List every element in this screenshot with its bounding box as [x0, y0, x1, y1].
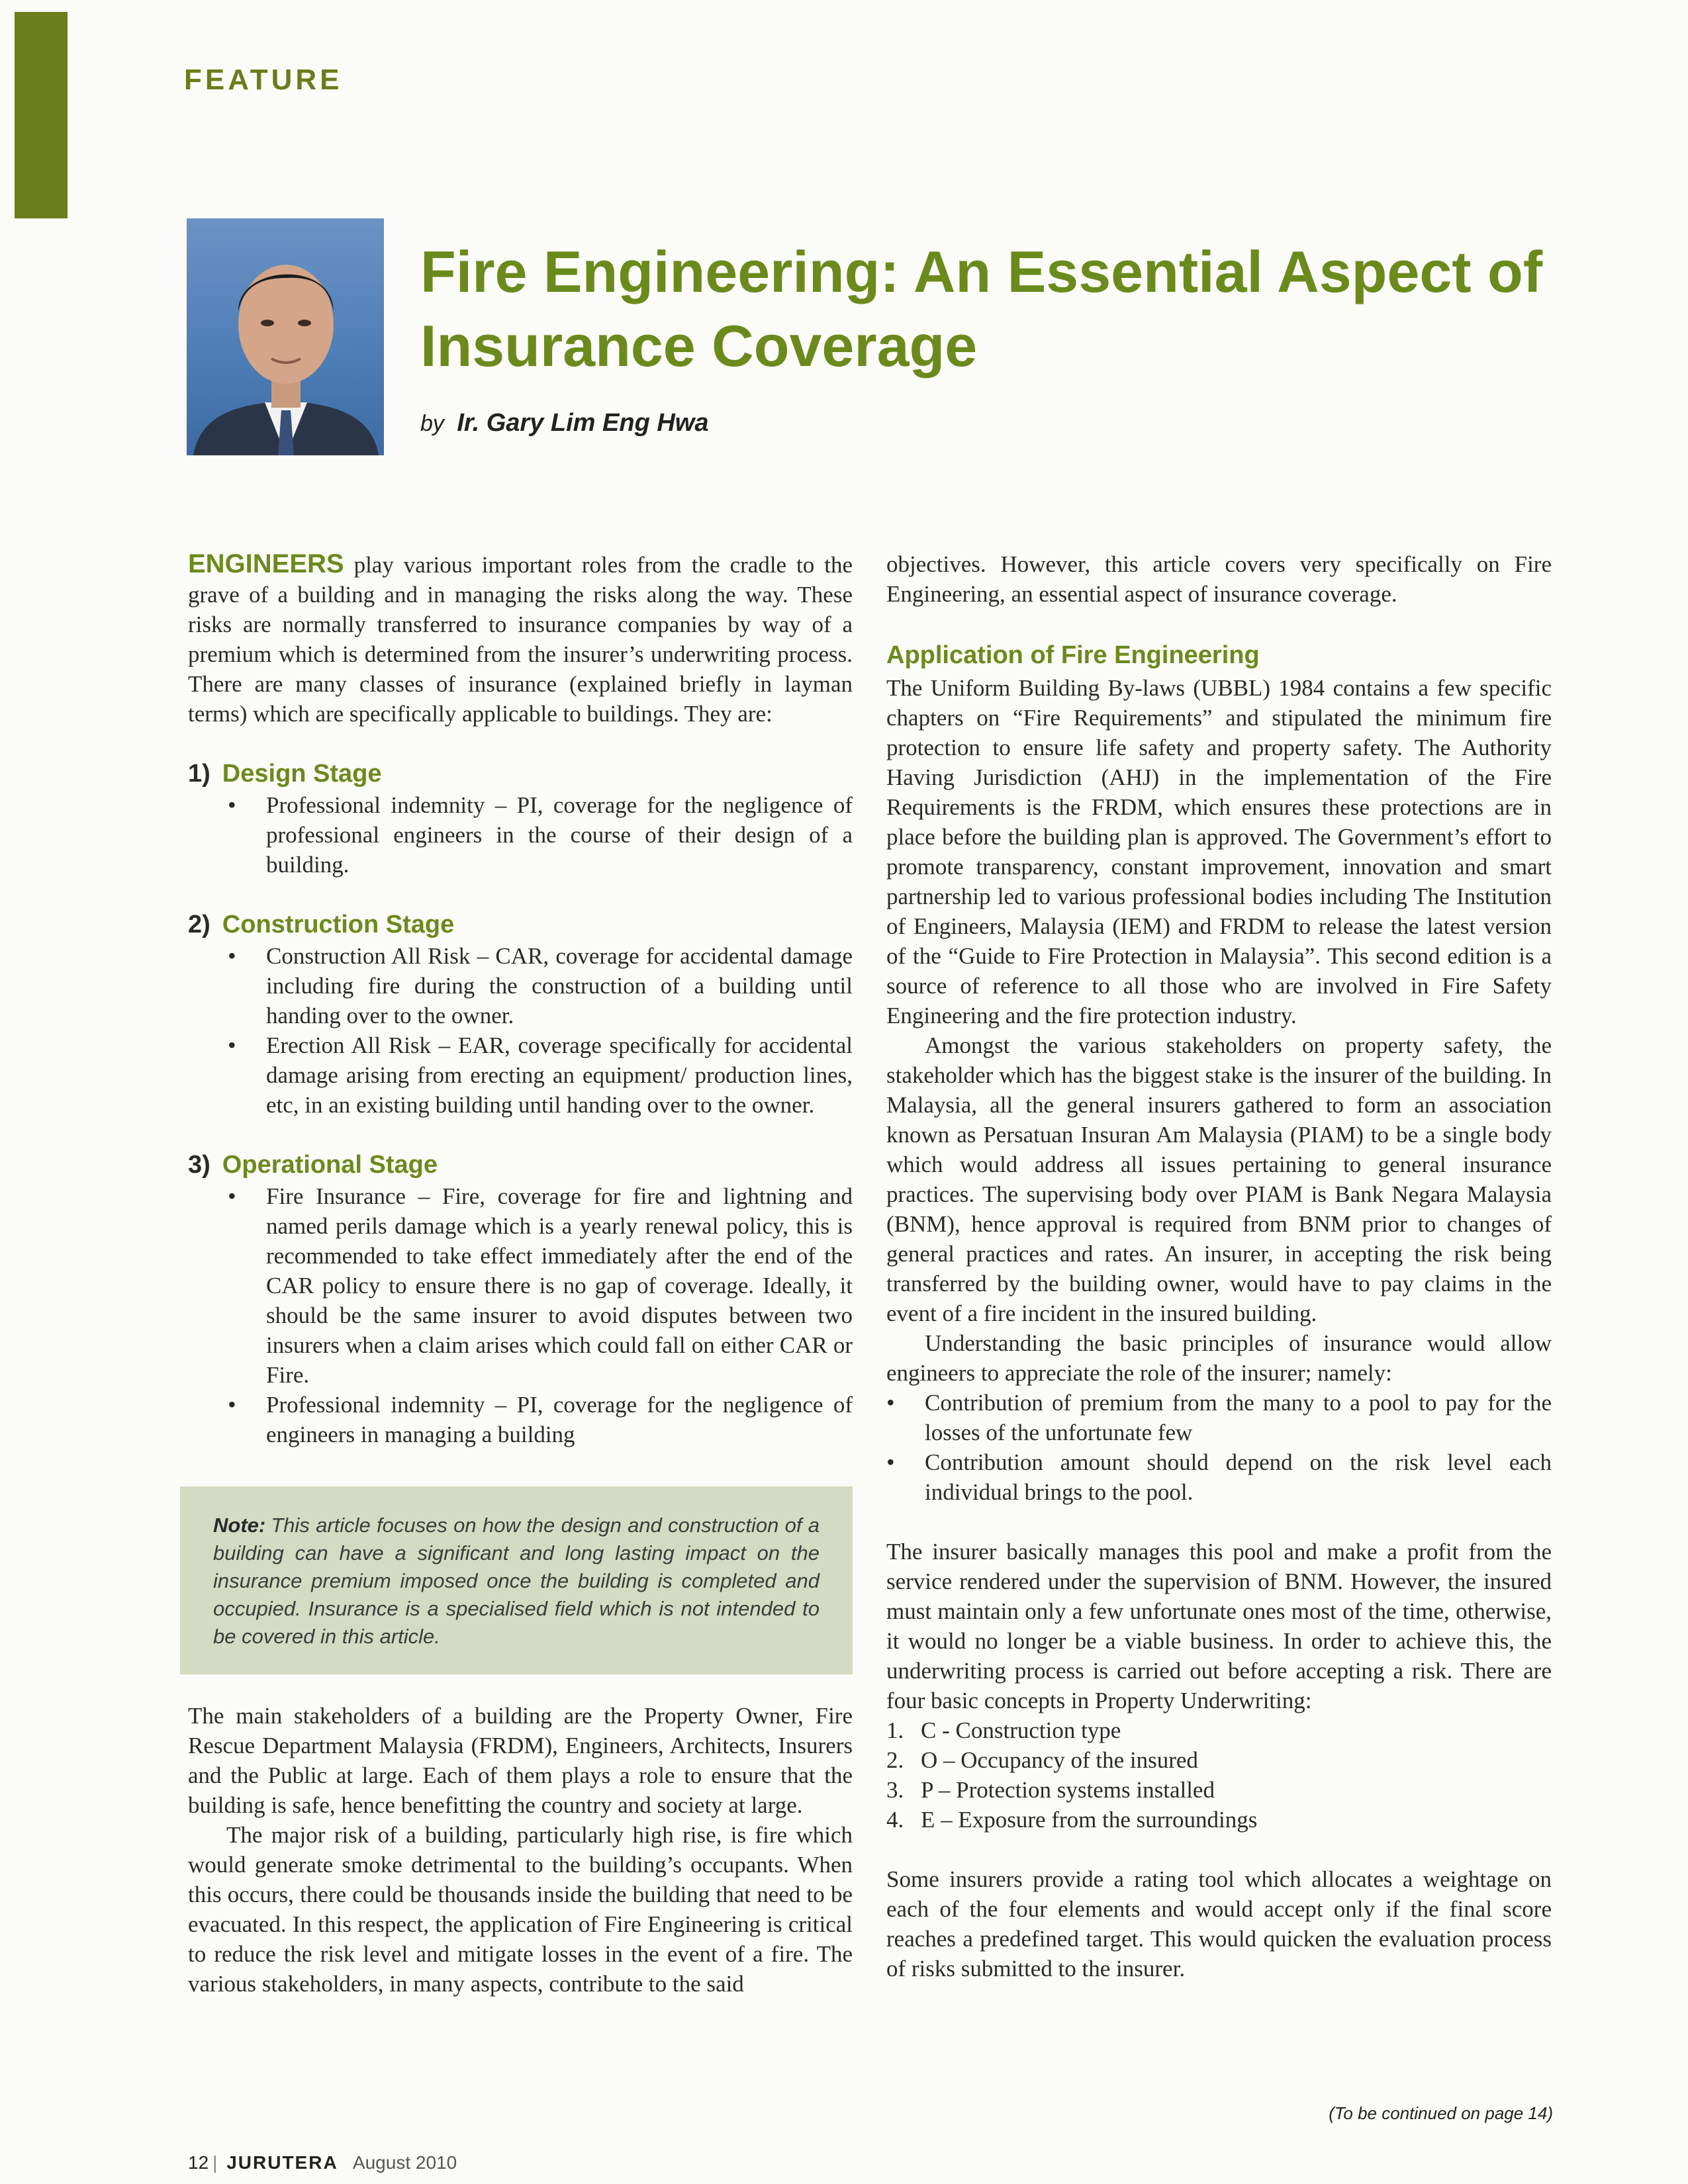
left-column	[188, 549, 853, 1999]
list-item: • Fire Insurance – Fire, coverage for fire and lightning and named perils damage which is a yearly renewal policy, this is recommended to take effect immediately after the end of the CAR policy to ensure there is no gap of coverage. Ideally, it should be the same insurer to avoid disputes between two insurers when a claim arises which could fall on either CAR or Fire.	[266, 1181, 853, 1390]
author-name: Ir. Gary Lim Eng Hwa	[457, 409, 709, 437]
intro-paragraph	[188, 549, 853, 729]
pool-paragraph: The insurer basically manages this pool and make a profit from the service rendered under the supervision of BNM. However, the insured must maintain only a few unfortunate ones most of the time, otherwise, it would no longer be a viable business. In order to achieve this, the underwriting process is carried out before accepting a risk. There are four basic concepts in Property Underwriting:	[886, 1539, 1552, 1713]
construction-stage-list	[188, 941, 853, 1120]
stage-heading-construction	[188, 910, 853, 940]
right-column	[886, 549, 1552, 1983]
list-item: 1. C - Construction type	[886, 1717, 1121, 1743]
list-item: • Professional indemnity – PI, coverage for the negligence of professional engineers in the course of their design of a building.	[266, 790, 853, 880]
stage-title: Design Stage	[222, 760, 382, 788]
operational-stage-list	[188, 1181, 853, 1449]
list-item: 4. E – Exposure from the surroundings	[886, 1807, 1258, 1833]
rating-tool-paragraph: Some insurers provide a rating tool which allocates a weightage on each of the four elements and would accept only if the final score reaches a predefined target. This would quicken the evaluation process of risks submitted to the insurer.	[886, 1866, 1552, 1981]
list-item: 3. P – Protection systems installed	[886, 1777, 1215, 1803]
list-item: • Construction All Risk – CAR, coverage for accidental damage including fire during the construction of a building until handing over to the owner.	[266, 941, 853, 1030]
principles-list	[886, 1388, 1552, 1507]
byline	[420, 409, 709, 437]
list-item: 2. O – Occupancy of the insured	[886, 1747, 1198, 1773]
stage-number: 3)	[188, 1151, 211, 1179]
page-number: 12	[188, 2152, 209, 2173]
issue-date: August 2010	[352, 2152, 457, 2173]
page-footer	[188, 2152, 457, 2173]
stage-heading-design	[188, 759, 853, 789]
stage-title: Construction Stage	[222, 911, 455, 938]
continuation-paragraph: objectives. However, this article covers very specifically on Fire Engineering, an essential aspect of insurance coverage.	[886, 551, 1552, 607]
list-item: • Contribution of premium from the many to a pool to pay for the losses of the unfortunate few	[925, 1388, 1552, 1447]
magazine-name: JURUTERA	[226, 2152, 338, 2173]
section-label: FEATURE	[184, 64, 343, 96]
note-label: Note:	[213, 1514, 266, 1537]
continued-note: (To be continued on page 14)	[1329, 2103, 1553, 2123]
section-color-bar	[15, 12, 68, 218]
stage-number: 1)	[188, 760, 211, 788]
lead-word: ENGINEERS	[188, 549, 344, 578]
list-item: • Erection All Risk – EAR, coverage specifically for accidental damage arising from erecting an equipment/ production lines, etc, in an existing building until handing over to the owner.	[266, 1030, 853, 1120]
stage-heading-operational	[188, 1150, 853, 1180]
list-item: • Professional indemnity – PI, coverage for the negligence of engineers in managing a building	[266, 1390, 853, 1449]
author-photo	[187, 218, 384, 455]
design-stage-list	[188, 790, 853, 880]
stage-number: 2)	[188, 911, 211, 938]
stakeholders-insurer-paragraph: Amongst the various stakeholders on property safety, the stakeholder which has the biggest stake is the insurer of the building. In Malaysia, all the general insurers gathered to form an association known as Persatuan Insuran Am Malaysia (PIAM) to be a single body which would address all issues pertaining to general insurance practices. The supervising body over PIAM is Bank Negara Malaysia (BNM), hence approval is required from BNM prior to changes of general practices and rates. An insurer, in accepting the risk being transferred by the building owner, would have to pay claims in the event of a fire incident in the insured building.	[886, 1032, 1552, 1326]
principles-intro-paragraph: Understanding the basic principles of insurance would allow engineers to appreciate the role of the insurer; namely:	[886, 1330, 1552, 1386]
list-item: • Contribution amount should depend on the risk level each individual brings to the pool.	[925, 1447, 1552, 1507]
article-title: Fire Engineering: An Essential Aspect of Insurance Coverage	[420, 239, 1543, 379]
risk-paragraph: The major risk of a building, particularly high rise, is fire which would generate smoke detrimental to the building’s occupants. When this occurs, there could be thousands inside the building that need to be evacuated. In this respect, the application of Fire Engineering is critical to reduce the risk level and mitigate losses in the event of a fire. The various stakeholders, in many aspects, contribute to the said	[188, 1822, 853, 1997]
intro-text: play various important roles from the cradle to the grave of a building and in managing the risks along the way. These risks are normally transferred to insurance companies by way of a premium which is determined from the insurer’s underwriting process. There are many classes of insurance (explained briefly in layman terms) which are specifically applicable to buildings. They are:	[188, 552, 853, 727]
underwriting-concepts-list	[886, 1715, 1552, 1835]
section-heading: Application of Fire Engineering	[886, 641, 1260, 669]
note-box	[180, 1486, 853, 1674]
byline-by: by	[420, 411, 444, 436]
ubbl-paragraph: The Uniform Building By-laws (UBBL) 1984 contains a few specific chapters on “Fire Requirements” and stipulated the minimum fire protection to ensure life safety and property safety. The Authority Having Jurisdiction (AHJ) in the implementation of the Fire Requirements is the FRDM, which ensures these protections are in place before the building plan is approved. The Government’s effort to promote transparency, constant improvement, innovation and smart partnership led to various professional bodies including The Institution of Engineers, Malaysia (IEM) and FRDM to release the latest version of the “Guide to Fire Protection in Malaysia”. This second edition is a source of reference to all those who are involved in Fire Safety Engineering and the fire protection industry.	[886, 675, 1552, 1028]
stage-title: Operational Stage	[222, 1151, 438, 1179]
note-text: This article focuses on how the design and construction of a building can have a significant and long lasting impact on the insurance premium imposed once the building is completed and occupied. Insurance is a specialised field which is not intended to be covered in this article.	[213, 1514, 820, 1648]
footer-divider: |	[212, 2152, 218, 2173]
stakeholders-paragraph: The main stakeholders of a building are the Property Owner, Fire Rescue Department Malaysia (FRDM), Engineers, Architects, Insurers and the Public at large. Each of them plays a role to ensure that the building is safe, hence benefitting the country and society at large.	[188, 1703, 853, 1818]
